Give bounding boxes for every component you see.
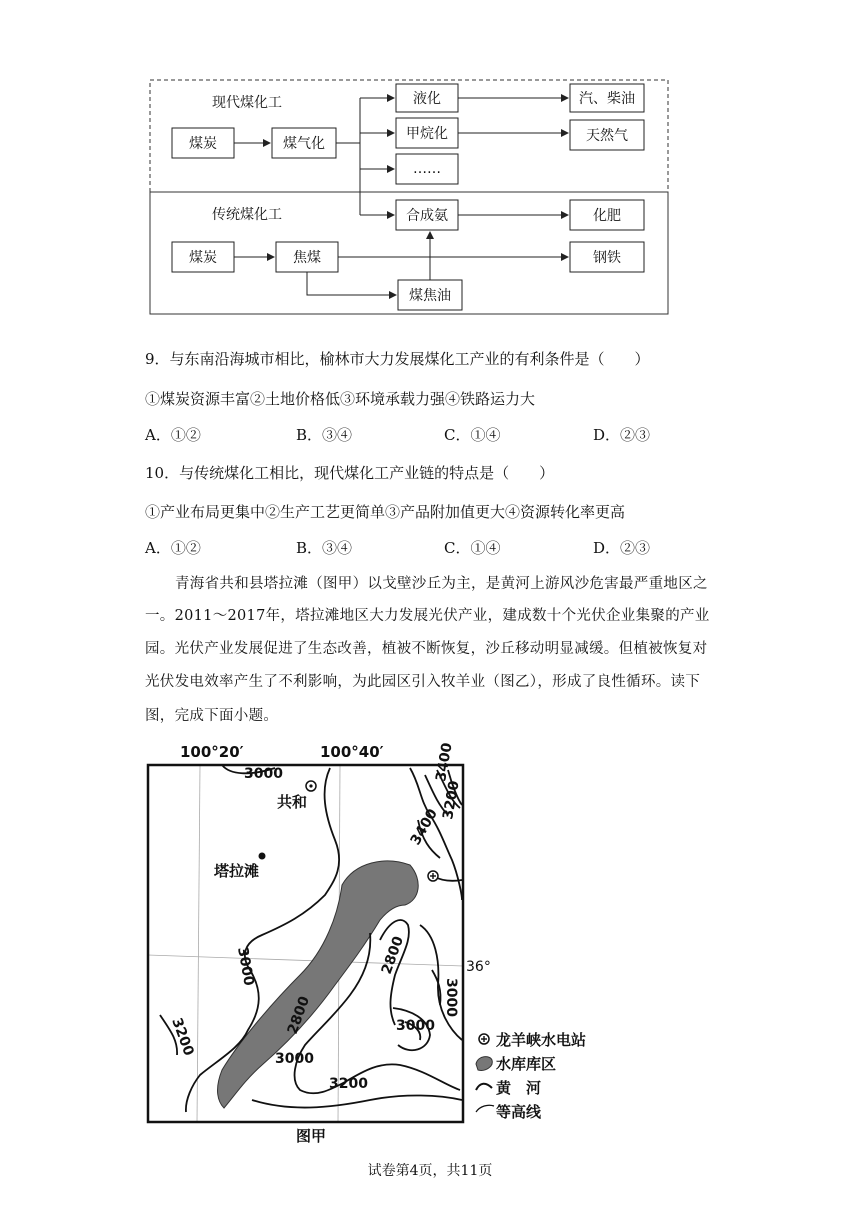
q9-option-c[interactable]: C．①④	[444, 426, 501, 444]
contour-label: 3000	[244, 766, 283, 782]
talatan-map	[0, 735, 860, 1155]
contour-label: 3000	[443, 978, 459, 1017]
passage-line: 图，完成下面小题。	[145, 708, 279, 724]
page-footer: 试卷第4页，共11页	[367, 1163, 493, 1179]
passage-line: 一。2011～2017年，塔拉滩地区大力发展光伏产业，建成数十个光伏企业集聚的产业	[145, 608, 710, 624]
box-ellipsis: ……	[413, 161, 441, 177]
q9-stem: 9．与东南沿海城市相比，榆林市大力发展煤化工产业的有利条件是（ ）	[145, 350, 650, 368]
lon-label-right: 100°40′	[320, 743, 384, 761]
legend-reservoir-icon	[476, 1057, 492, 1071]
q10-stem: 10．与传统煤化工相比，现代煤化工产业链的特点是（ ）	[145, 464, 555, 482]
legend-station-label: 龙羊峡水电站	[496, 1031, 587, 1049]
q10-option-a[interactable]: A．①②	[145, 539, 201, 557]
talatan-point-icon	[259, 853, 266, 860]
contour-label: 3200	[329, 1076, 368, 1092]
q10-option-b[interactable]: B．③④	[296, 539, 353, 557]
contour-label: 3400	[433, 741, 456, 783]
box-coal-modern: 煤炭	[189, 136, 217, 152]
box-gasification: 煤气化	[283, 136, 325, 152]
box-coal-tar: 煤焦油	[409, 288, 451, 304]
contour-label: 2800	[378, 934, 408, 977]
legend-contour-label: 等高线	[496, 1103, 542, 1121]
passage-line: 青海省共和县塔拉滩（图甲）以戈壁沙丘为主，是黄河上游风沙危害最严重地区之	[175, 576, 708, 592]
passage-line: 园。光伏产业发展促进了生态改善，植被不断恢复，沙丘移动明显减缓。但植被恢复对	[145, 641, 708, 657]
q10-option-d[interactable]: D．②③	[593, 539, 651, 557]
q9-option-b[interactable]: B．③④	[296, 426, 353, 444]
legend-reservoir-label: 水库库区	[496, 1055, 557, 1073]
map-caption: 图甲	[296, 1127, 327, 1145]
talatan-label: 塔拉滩	[214, 862, 260, 880]
box-methanation: 甲烷化	[406, 126, 448, 142]
contour-label: 3000	[396, 1018, 435, 1034]
q10-option-c[interactable]: C．①④	[444, 539, 501, 557]
traditional-title: 传统煤化工	[212, 207, 282, 223]
legend-river-label: 黄 河	[496, 1079, 542, 1097]
q10-statements: ①产业布局更集中②生产工艺更简单③产品附加值更大④资源转化率更高	[145, 503, 626, 521]
contour-label: 3200	[168, 1015, 197, 1058]
box-ammonia: 合成氨	[406, 208, 448, 224]
lon-label-left: 100°20′	[180, 743, 244, 761]
q9-option-d[interactable]: D．②③	[593, 426, 651, 444]
contour-label: 2800	[284, 994, 314, 1037]
box-fertilizer: 化肥	[593, 208, 621, 224]
box-gasoline-diesel: 汽、柴油	[579, 91, 635, 107]
coal-chemical-flowchart	[0, 0, 860, 330]
q9-option-a[interactable]: A．①②	[145, 426, 201, 444]
gonghe-label: 共和	[277, 793, 308, 811]
q9-statements: ①煤炭资源丰富②土地价格低③环境承载力强④铁路运力大	[145, 390, 536, 408]
lat-label: 36°	[466, 959, 491, 975]
contour-label: 3000	[275, 1051, 314, 1067]
box-coke: 焦煤	[293, 250, 321, 266]
box-natural-gas: 天然气	[586, 128, 628, 144]
legend-contour-icon	[476, 1105, 494, 1112]
contour-label: 3000	[234, 945, 257, 988]
contour-label: 3400	[407, 806, 441, 848]
box-coal-traditional: 煤炭	[189, 250, 217, 266]
box-steel: 钢铁	[593, 250, 621, 266]
passage-line: 光伏发电效率产生了不利影响，为此园区引入牧羊业（图乙），形成了良性循环。读下	[145, 674, 701, 690]
box-liquefaction: 液化	[413, 91, 441, 107]
modern-title: 现代煤化工	[212, 95, 282, 111]
legend-river-icon	[476, 1084, 492, 1090]
contour-label: 3200	[440, 779, 463, 821]
map-legend	[476, 1031, 586, 1121]
